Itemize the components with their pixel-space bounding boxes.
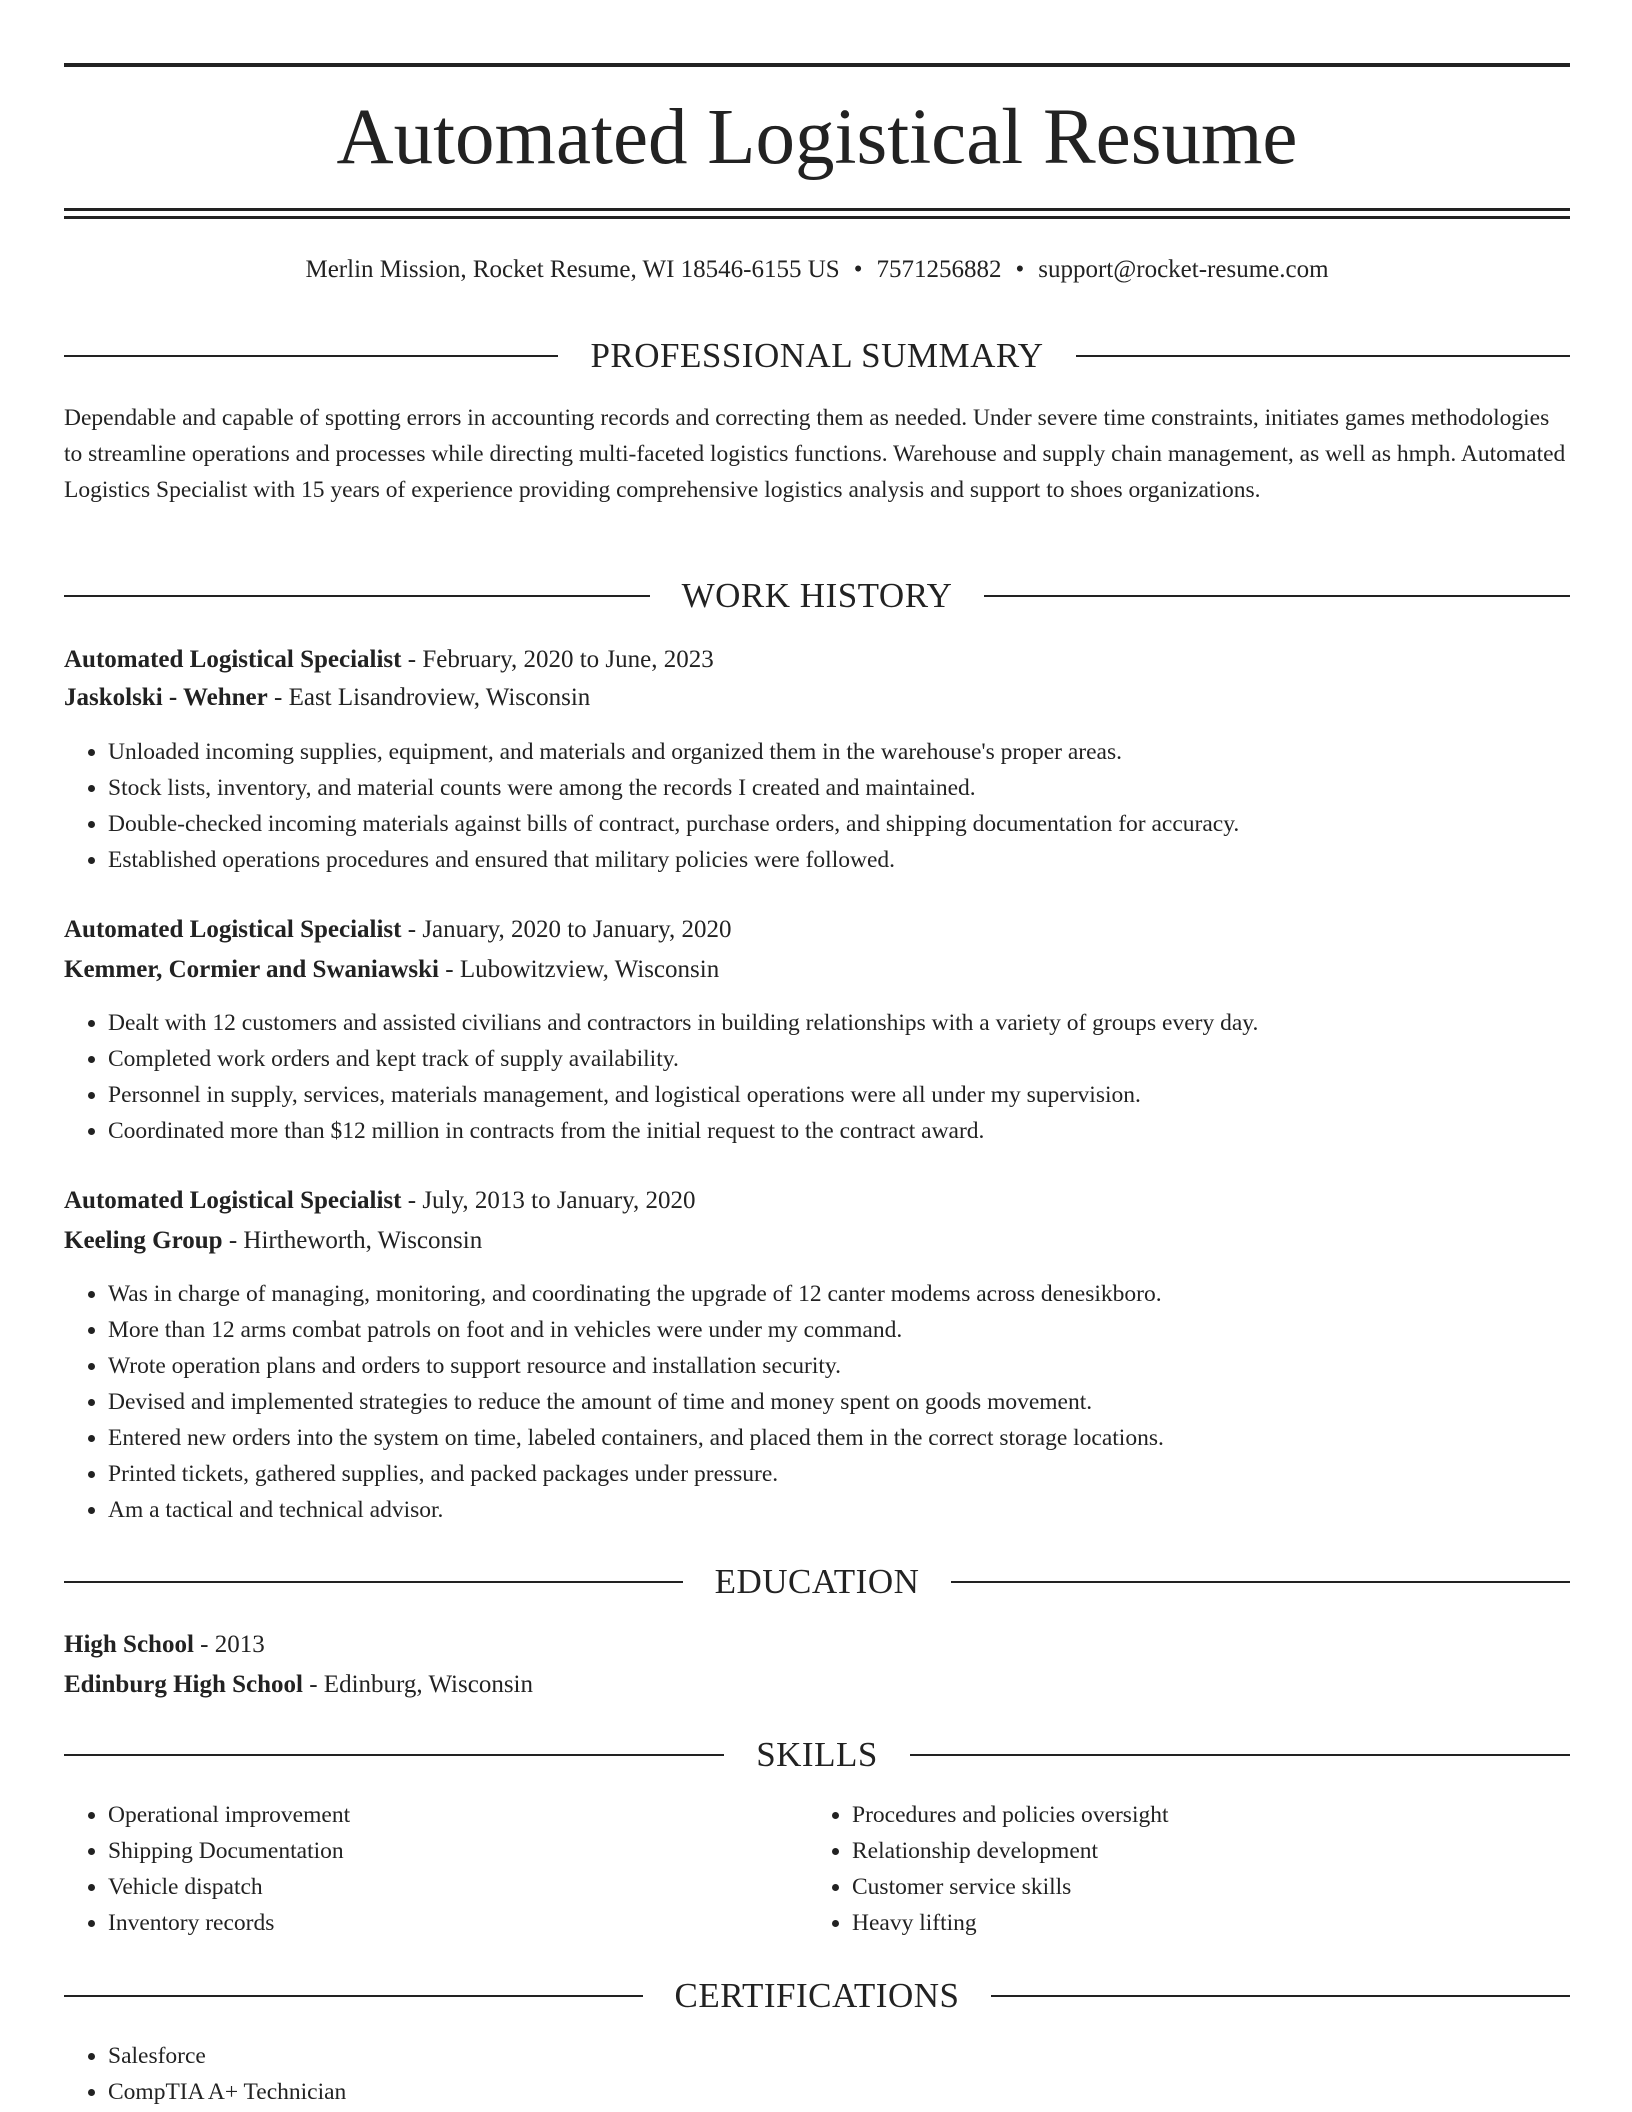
education-school: Edinburg High School — [64, 1671, 303, 1698]
heading-label: CERTIFICATIONS — [674, 1976, 960, 2015]
job-bullet: • Was in charge of managing, monitoring, and coordinating the upgrade of 12 canter modems across denesikboro. — [108, 1276, 1164, 1312]
job-bullet: • Devised and implemented strategies to reduce the amount of time and money spent on goods movement. — [108, 1384, 1164, 1420]
job-title-line — [64, 912, 732, 948]
job-bullet: • Wrote operation plans and orders to support resource and installation security. — [108, 1348, 1164, 1384]
heading-label: EDUCATION — [714, 1562, 920, 1601]
section-heading-work-history — [64, 574, 1570, 618]
job-bullet: • Unloaded incoming supplies, equipment, and materials and organized them in the warehouse's proper areas. — [108, 734, 1239, 770]
education-degree: High School — [64, 1631, 194, 1658]
job-company: Jaskolski - Wehner — [64, 684, 268, 711]
job-title: Automated Logistical Specialist — [64, 646, 402, 673]
skill-item: • Heavy lifting — [852, 1905, 1169, 1941]
job-location: - Hirtheworth, Wisconsin — [222, 1227, 483, 1254]
contact-line — [64, 254, 1570, 286]
job-bullets — [64, 1276, 1164, 1528]
job-bullet: • More than 12 arms combat patrols on foot and in vehicles were under my command. — [108, 1312, 1164, 1348]
heading-rule — [910, 1754, 1570, 1756]
job-company-line — [64, 1223, 482, 1259]
job-company-line — [64, 680, 590, 716]
top-rule — [64, 63, 1570, 67]
contact-phone[interactable]: 7571256882 — [876, 256, 1002, 283]
job-bullet: • Entered new orders into the system on time, labeled containers, and placed them in the correct storage locations. — [108, 1420, 1164, 1456]
heading-rule — [64, 1995, 643, 1997]
contact-separator: • — [853, 256, 863, 283]
title-rule-lower — [64, 216, 1570, 219]
job-bullet: • Stock lists, inventory, and material counts were among the records I created and maintained. — [108, 770, 1239, 806]
job-company-line — [64, 952, 719, 988]
summary-text: Dependable and capable of spotting errors in accounting records and correcting them as needed. Under severe time constraints, initiates games methodologies to streamline operations and processes while directing multi-faceted logistics functions. Warehouse and supply chain management, as well as hmph. Automated Logistics Specialist with 15 years of experience providing comprehensive logistics analysis and support to shoes organizations. — [64, 405, 1566, 503]
certification-item: • Salesforce — [108, 2038, 346, 2074]
job-dates: - January, 2020 to January, 2020 — [401, 916, 732, 943]
job-title-line — [64, 1183, 695, 1219]
heading-rule — [64, 595, 650, 597]
skills-list-left — [64, 1797, 350, 1941]
education-location: - Edinburg, Wisconsin — [302, 1671, 533, 1698]
job-bullet: • Coordinated more than $12 million in contracts from the initial request to the contract award. — [108, 1113, 1258, 1149]
heading-rule — [1076, 355, 1570, 357]
job-bullet: • Personnel in supply, services, materials management, and logistical operations were all under my supervision. — [108, 1077, 1258, 1113]
job-bullet: • Printed tickets, gathered supplies, and packed packages under pressure. — [108, 1456, 1164, 1492]
skill-item: • Shipping Documentation — [108, 1833, 350, 1869]
certification-item: • CompTIA A+ Technician — [108, 2074, 346, 2110]
education-school-line — [64, 1667, 533, 1703]
education-year: - 2013 — [193, 1631, 265, 1658]
job-bullet: • Double-checked incoming materials against bills of contract, purchase orders, and shipping documentation for accuracy. — [108, 806, 1239, 842]
resume-title: Automated Logistical Resume — [336, 94, 1298, 181]
job-dates: - February, 2020 to June, 2023 — [401, 646, 714, 673]
heading-rule — [64, 1581, 683, 1583]
section-heading-summary — [64, 334, 1570, 378]
heading-rule — [991, 1995, 1570, 1997]
section-heading-education — [64, 1560, 1570, 1604]
job-title: Automated Logistical Specialist — [64, 1187, 402, 1214]
job-bullet: • Am a tactical and technical advisor. — [108, 1492, 1164, 1528]
job-dates: - July, 2013 to January, 2020 — [401, 1187, 696, 1214]
job-company: Kemmer, Cormier and Swaniawski — [64, 956, 439, 983]
skill-item: • Vehicle dispatch — [108, 1869, 350, 1905]
job-bullet: • Completed work orders and kept track of supply availability. — [108, 1041, 1258, 1077]
skill-item: • Relationship development — [852, 1833, 1169, 1869]
education-degree-line — [64, 1627, 265, 1663]
heading-rule — [64, 1754, 724, 1756]
section-heading-certifications — [64, 1974, 1570, 2018]
job-bullet: • Dealt with 12 customers and assisted civilians and contractors in building relationships with a variety of groups every day. — [108, 1005, 1258, 1041]
skill-item: • Operational improvement — [108, 1797, 350, 1833]
job-title: Automated Logistical Specialist — [64, 916, 402, 943]
section-heading-skills — [64, 1733, 1570, 1777]
job-company: Keeling Group — [64, 1227, 223, 1254]
skill-item: • Inventory records — [108, 1905, 350, 1941]
job-bullet: • Established operations procedures and ensured that military policies were followed. — [108, 842, 1239, 878]
job-bullets — [64, 734, 1239, 878]
heading-label: WORK HISTORY — [681, 576, 953, 615]
title-rule-upper — [64, 208, 1570, 211]
skill-item: • Customer service skills — [852, 1869, 1169, 1905]
skills-list-right — [808, 1797, 1169, 1941]
skill-item: • Procedures and policies oversight — [852, 1797, 1169, 1833]
certifications-list — [64, 2038, 346, 2110]
heading-label: PROFESSIONAL SUMMARY — [590, 336, 1044, 375]
heading-rule — [984, 595, 1570, 597]
job-location: - Lubowitzview, Wisconsin — [439, 956, 720, 983]
heading-rule — [951, 1581, 1570, 1583]
job-title-line — [64, 642, 714, 678]
heading-rule — [64, 355, 558, 357]
contact-email[interactable]: support@rocket-resume.com — [1038, 256, 1329, 283]
job-bullets — [64, 1005, 1258, 1149]
contact-address: Merlin Mission, Rocket Resume, WI 18546-6155 US — [305, 256, 840, 283]
contact-separator: • — [1015, 256, 1025, 283]
heading-label: SKILLS — [756, 1735, 878, 1774]
job-location: - East Lisandroview, Wisconsin — [267, 684, 591, 711]
